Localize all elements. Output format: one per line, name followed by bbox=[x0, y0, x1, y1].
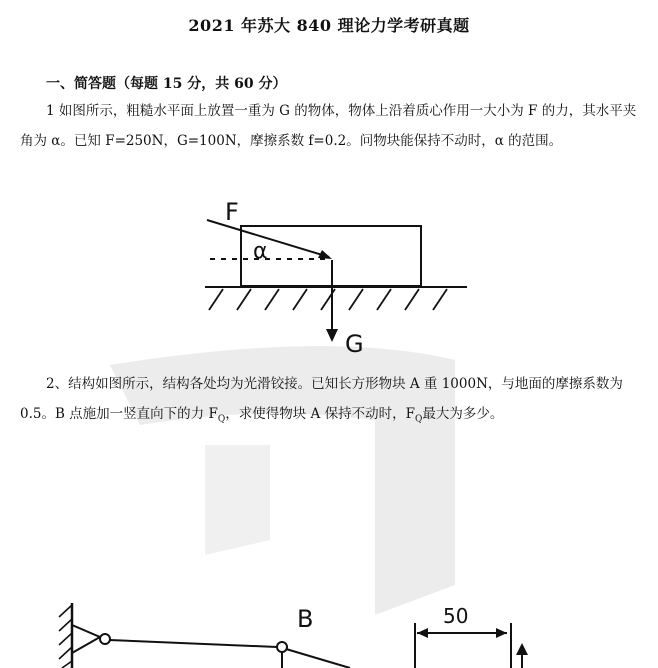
dimension-label: 50 bbox=[443, 604, 469, 628]
hinge-pin-b bbox=[277, 642, 287, 652]
question-2-text: 2、结构如图所示，结构各处均为光滑铰接。已知长方形物块 A 重 1000N，与地面的摩擦系数为 0.5。B 点施加一竖直向下的力 $F_Q$，求使得物块 A 保持不动时，$F_Q$最大为多少。 bbox=[20, 376, 623, 425]
angle-label: α bbox=[253, 239, 268, 264]
link-diagonal bbox=[286, 649, 350, 668]
point-b-label: B bbox=[297, 605, 314, 633]
bar bbox=[109, 640, 277, 647]
question-1-text: 1 如图所示，粗糙水平面上放置一重为 G 的物体，物体上沿着质心作用一大小为 F 的力，其水平夹角为 α。已知 F=250N，G=100N，摩擦系数 f=0.2。问物块能保持不动时，α 的范围。 bbox=[20, 103, 637, 149]
weight-label: G bbox=[345, 330, 364, 358]
figure-2-structure bbox=[45, 595, 555, 668]
figure-1-block-on-surface bbox=[195, 190, 475, 370]
hinge-pin-left bbox=[100, 634, 110, 644]
ground-hatching bbox=[209, 289, 447, 310]
page-title: 2021 年苏大 840 理论力学考研真题 bbox=[188, 16, 470, 35]
force-label: F bbox=[225, 198, 239, 226]
wall-hatching bbox=[59, 605, 72, 668]
section-heading: 一、简答题（每题 15 分，共 60 分） bbox=[46, 76, 287, 92]
hinge-support bbox=[72, 625, 100, 653]
